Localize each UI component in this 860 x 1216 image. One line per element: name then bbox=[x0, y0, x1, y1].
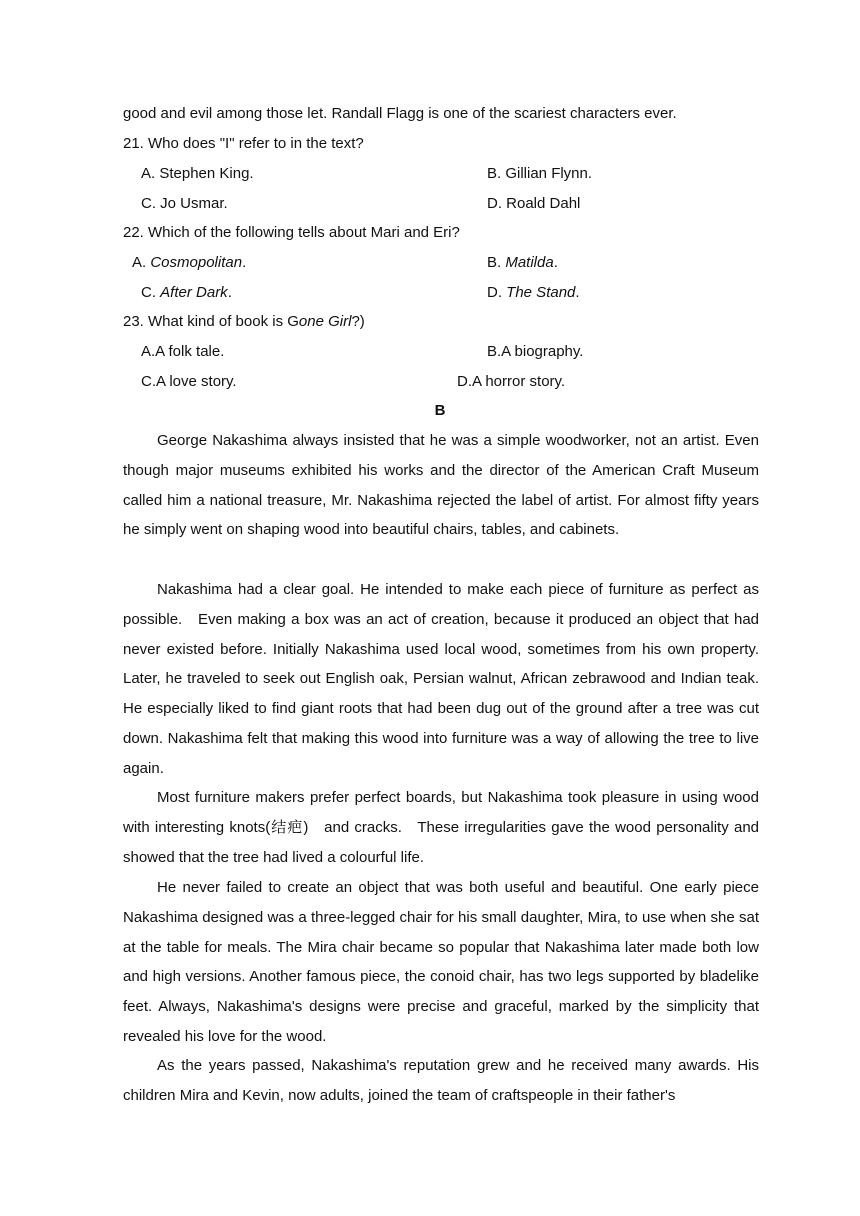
question-23-option-c: C.A love story. bbox=[141, 373, 237, 390]
passage-paragraph: As the years passed, Nakashima's reputation grew and he received many awards. His children Mira and Kevin, now adults, joined the team of craftspeople in their father's bbox=[123, 1057, 759, 1104]
question-23-option-a: A.A folk tale. bbox=[141, 343, 225, 360]
passage-paragraph: Most furniture makers prefer perfect boards, but Nakashima took pleasure in using wood with interesting knots(结疤) and cracks. These irregularities gave the wood personality and showed that the tree had lived a colourful life. bbox=[123, 789, 759, 866]
book-title: Matilda bbox=[505, 254, 554, 271]
book-title: The Stand bbox=[506, 284, 576, 301]
question-22-option-b: B. Matilda. bbox=[487, 254, 558, 271]
question-23-option-d: D.A horror story. bbox=[457, 373, 566, 390]
passage-paragraph: George Nakashima always insisted that he was a simple woodworker, not an artist. Even though major museums exhibited his works and the director of the American Craft Museum called him a national treasure, Mr. Nakashima rejected the label of artist. For almost fifty years he simply went on shaping wood into beautiful chairs, tables, and cabinets. bbox=[123, 432, 759, 539]
question-21-stem: 21. Who does "I" refer to in the text? bbox=[123, 135, 364, 152]
book-title: one Girl bbox=[298, 313, 352, 330]
question-23-stem: 23. What kind of book is Gone Girl?) bbox=[123, 313, 365, 330]
book-title: Cosmopolitan bbox=[150, 254, 243, 271]
question-21-option-b: B. Gillian Flynn. bbox=[487, 165, 593, 182]
book-title: After Dark bbox=[160, 284, 228, 301]
question-21-option-a: A. Stephen King. bbox=[141, 165, 254, 182]
question-22-option-a: A. Cosmopolitan. bbox=[132, 254, 247, 271]
question-22-option-d: D. The Stand. bbox=[487, 284, 580, 301]
question-21-option-d: D. Roald Dahl bbox=[487, 195, 581, 212]
question-23-option-b: B.A biography. bbox=[487, 343, 584, 360]
passage-paragraph: Nakashima had a clear goal. He intended to make each piece of furniture as perfect as possible. Even making a box was an act of creation, because it produced an object that had never existed before. Initially Nakashima used local wood, sometimes from his own property. Later, he traveled to seek out English oak, Persian walnut, African zebrawood and Indian teak. He especially liked to find giant roots that had been dug out of the ground after a tree was cut down. Nakashima felt that making this wood into furniture was a way of allowing the tree to live again. bbox=[123, 581, 759, 777]
question-21-option-c: C. Jo Usmar. bbox=[141, 195, 228, 212]
passage-paragraph: He never failed to create an object that was both useful and beautiful. One early piece Nakashima designed was a three-legged chair for his small daughter, Mira, to use when she sat at the table for meals. The Mira chair became so popular that Nakashima later made both low and high versions. Another famous piece, the conoid chair, has two legs supported by bladelike feet. Always, Nakashima's designs were precise and graceful, marked by the simplicity that revealed his love for the wood. bbox=[123, 879, 759, 1045]
question-22-stem: 22. Which of the following tells about Mari and Eri? bbox=[123, 224, 460, 241]
section-heading: B bbox=[434, 402, 446, 419]
question-22-option-c: C. After Dark. bbox=[141, 284, 232, 301]
intro-line: good and evil among those let. Randall Flagg is one of the scariest characters ever. bbox=[123, 105, 677, 122]
